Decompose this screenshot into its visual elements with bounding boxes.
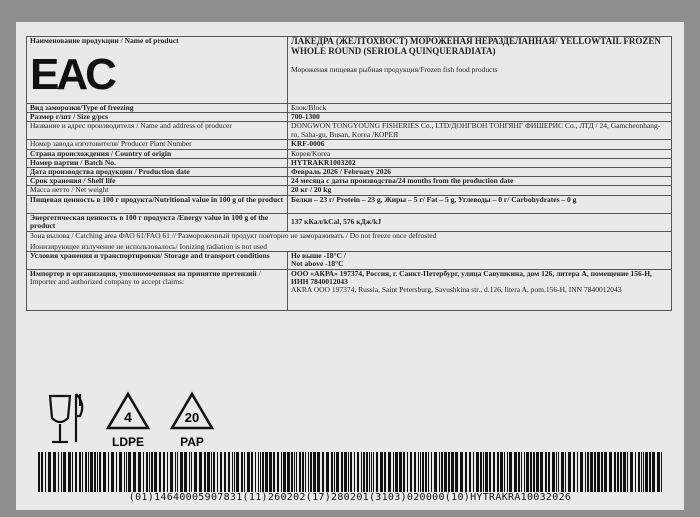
- row-value-nutrition: Белки – 23 г/ Protein – 23 g, Жиры – 5 г/ Fat – 5 g, Углеводы – 0 г/ Carbohydrates – 0 g: [288, 195, 672, 213]
- row-label-net-weight: Масса нетто / Net weight: [27, 186, 288, 195]
- storage-value-en: Not above -18°С: [291, 259, 344, 269]
- row-label-freezing: Вид заморозки/Type of freezing: [27, 104, 288, 113]
- importer-label-en: / Importer and authorized company to accept claims:: [30, 269, 261, 287]
- catch-area-text: Зона вылова / Catching area ФАО 61/FAO 61 // Размороженный продукт повторно не замораживать / Do not freeze once defrosted: [30, 231, 437, 240]
- row-value-batch: HYTRAKR1003202: [288, 158, 672, 167]
- row-label-shelf-life: Срок хранения / Shelf life: [27, 177, 288, 186]
- row-value-production-date: Февраль 2026 / February 2026: [288, 168, 672, 177]
- row-label-name: Наименование продукции / Name of product: [30, 36, 179, 45]
- product-info-table: [26, 36, 672, 311]
- row-value-size: 700-1300: [288, 113, 672, 122]
- row-label-batch: Номер партии / Batch No.: [27, 158, 288, 167]
- product-category: Мороженая пищевая рыбная продукция/Frozen fish food products: [291, 65, 498, 75]
- eac-logo: EAC: [30, 50, 114, 100]
- row-value-net-weight: 20 кг / 20 kg: [288, 186, 672, 195]
- row-value-freezing: Блок/Block: [288, 104, 672, 113]
- recycle-ldpe-icon: [108, 394, 148, 449]
- row-label-production-date: Дата производства продукции / Production date: [27, 168, 288, 177]
- row-label-origin: Страна происхождения / Country of origin: [27, 149, 288, 158]
- row-value-energy: 137 кКал/kCal, 576 кДж/kJ: [288, 213, 672, 231]
- product-label: [16, 22, 684, 510]
- radiation-text: Ионизирующее излучение не использовалось/ Ionizing radiation is not used: [30, 241, 268, 251]
- row-label-plant: Номер завода изготовителя/ Producer Plant Number: [27, 140, 288, 149]
- importer-label-ru: Импортер и организация, уполномоченная на принятие претензий: [30, 269, 257, 279]
- row-value-plant: KRF-0006: [288, 140, 672, 149]
- importer-value-ru: ООО «АКРА» 197374, Россия, г. Санкт-Петербург, улица Савушкина, дом 126, литера А, помещение 156-Н, ИНН 7840012043: [291, 269, 652, 287]
- barcode-text: (01)14640005907831(11)260202(17)280201(3103)020000(10)HYTRAKRA10032026: [128, 492, 572, 503]
- product-name: ЛАКЕДРА (ЖЕЛТОХВОСТ) МОРОЖЕНАЯ НЕРАЗДЕЛАННАЯ/ YELLOWTAIL FROZEN WHOLE ROUND (SERIOLA QUINQUERADIATA): [291, 36, 661, 56]
- row-label-producer: Название и адрес производителя / Name and address of producer: [27, 122, 288, 140]
- storage-label: Условия хранения и транспортировки/ Storage and transport conditions: [27, 252, 288, 270]
- row-value-shelf-life: 24 месяца с даты производства/24 months from the production date: [288, 177, 672, 186]
- food-safe-icon: [50, 394, 82, 442]
- row-value-origin: Корея/Korea: [288, 149, 672, 158]
- packaging-icons: [40, 382, 240, 452]
- row-value-producer: DONGWON TONGYOUNG FISHERIES Co., LTD/ДОНГВОН ТОНГЯНГ ФИШЕРИС Co., ЛТД / 24, Gamcheonhang-ro, Saha-gu, Busan, Korea /КОРЕЯ: [288, 122, 672, 140]
- svg-text:20: 20: [184, 410, 200, 425]
- row-label-nutrition: Пищевая ценность в 100 г продукта/Nutritional value in 100 g of the product: [27, 195, 288, 213]
- recycle-pap-icon: [172, 394, 212, 449]
- gs1-barcode: [38, 452, 662, 492]
- svg-text:PAP: PAP: [180, 435, 204, 449]
- svg-text:4: 4: [124, 409, 132, 425]
- importer-value-en: AKRA OOO 197374, Russia, Saint Petersburg, Savushkina str., d.126, litera A, pom.156-H, INN 7840012043: [291, 285, 622, 295]
- svg-text:LDPE: LDPE: [111, 435, 145, 449]
- row-label-size: Размер г/шт / Size g/pcs: [27, 113, 288, 122]
- row-label-energy: Энергетическая ценность в 100 г продукта /Energy value in 100 g of the product: [27, 213, 288, 231]
- storage-value-ru: Не выше -18°С /: [291, 251, 346, 261]
